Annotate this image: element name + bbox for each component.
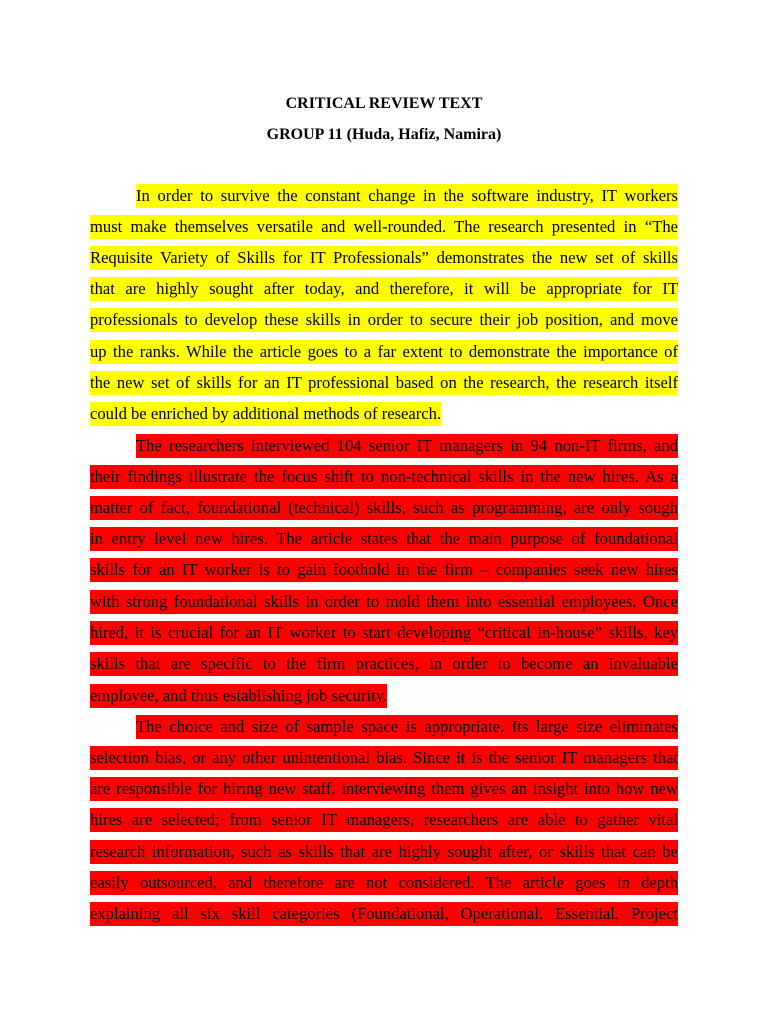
paragraph-line: that are highly sought after today, and therefore, it will be appropriate for IT [90, 277, 678, 301]
paragraph-line: hires are selected; from senior IT managers, researchers are able to gather vital [90, 808, 678, 832]
paragraph-line: matter of fact, foundational (technical) skills, such as programming, are only sough [90, 496, 678, 520]
document-title: CRITICAL REVIEW TEXT [285, 95, 483, 112]
paragraph-line: with strong foundational skills in order to mold them into essential employees. Once [90, 590, 678, 614]
paragraph-line: hired, it is crucial for an IT worker to start developing “critical in-house” skills, key [90, 621, 678, 645]
paragraph-line: The choice and size of sample space is appropriate. Its large size eliminates [136, 715, 678, 739]
paragraph-line: are responsible for hiring new staff, interviewing them gives an insight into how new [90, 777, 678, 801]
paragraph-line: in entry level new hires. The article states that the main purpose of foundational [90, 527, 678, 551]
paragraph-line: skills for an IT worker is to gain foothold in the firm – companies seek new hires [90, 558, 678, 582]
paragraph-line: Requisite Variety of Skills for IT Professionals” demonstrates the new set of skills [90, 246, 678, 270]
paragraph-line: must make themselves versatile and well-rounded. The research presented in “The [90, 215, 678, 239]
paragraph-line: In order to survive the constant change in the software industry, IT workers [136, 184, 678, 208]
paragraph-line: The researchers interviewed 104 senior IT managers in 94 non-IT firms, and [136, 434, 678, 458]
paragraph-line: employee, and thus establishing job security. [90, 684, 387, 708]
paragraph-line: up the ranks. While the article goes to a far extent to demonstrate the importance of [90, 340, 678, 364]
paragraph-line: skills that are specific to the firm practices, in order to become an invaluable [90, 652, 678, 676]
paragraph-line: easily outsourced, and therefore are not considered. The article goes in depth [90, 871, 678, 895]
paragraph-line: their findings illustrate the focus shift to non-technical skills in the new hires. As a [90, 465, 678, 489]
paragraph-line: selection bias, or any other unintentional bias. Since it is the senior IT managers that [90, 746, 678, 770]
paragraph-line: explaining all six skill categories (Foundational, Operational, Essential, Project [90, 902, 678, 926]
document-subtitle: GROUP 11 (Huda, Hafiz, Namira) [266, 126, 502, 143]
paragraph-line: the new set of skills for an IT professional based on the research, the research itself [90, 371, 678, 395]
paragraph-line: research information, such as skills that are highly sought after, or skills that can be [90, 840, 678, 864]
paragraph-line: could be enriched by additional methods of research. [90, 402, 441, 426]
paragraph-line: professionals to develop these skills in order to secure their job position, and move [90, 308, 678, 332]
